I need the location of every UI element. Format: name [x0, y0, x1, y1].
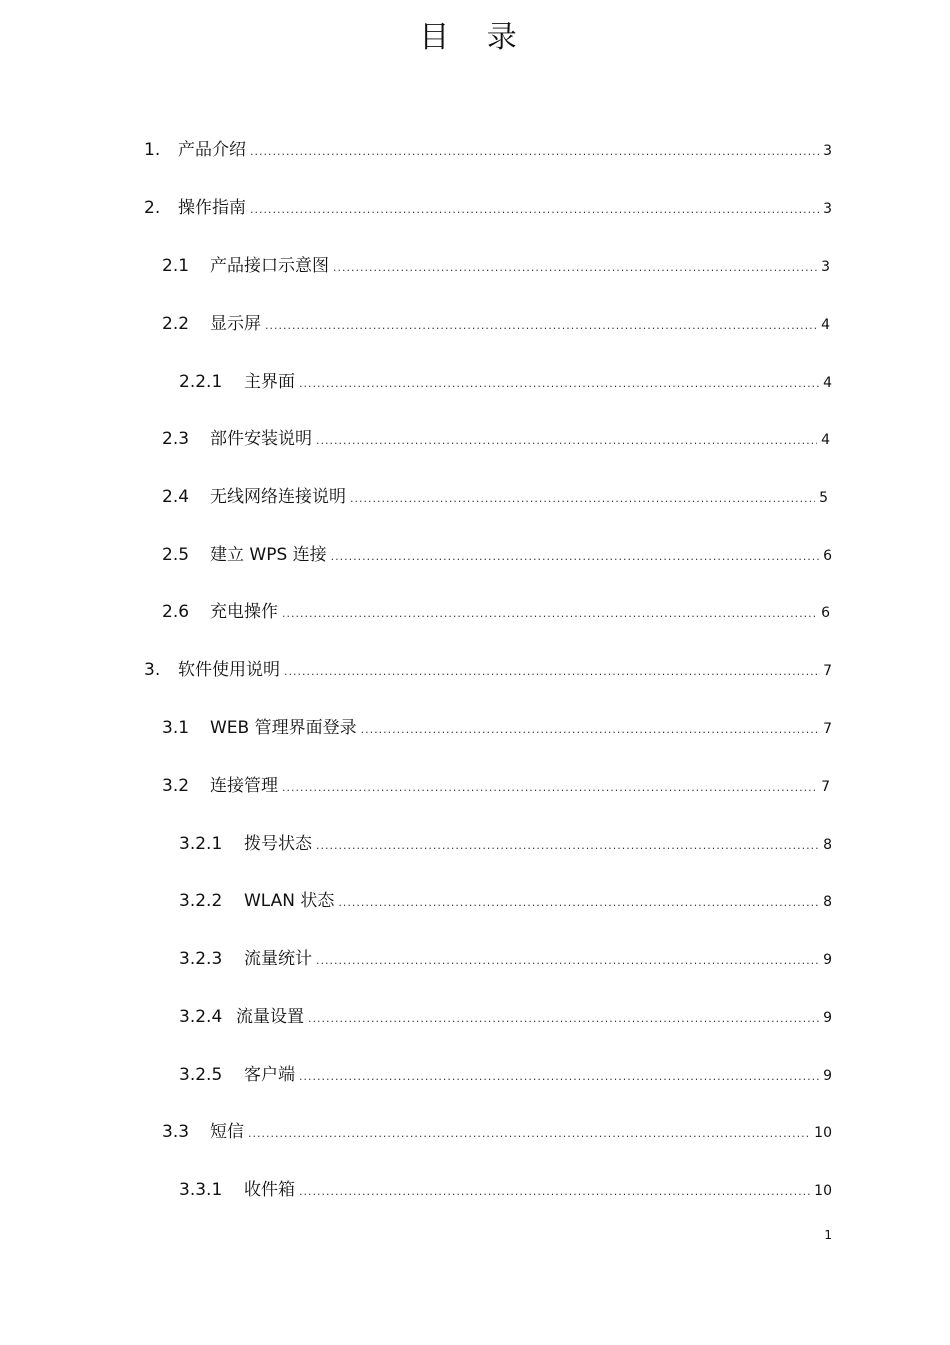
toc-entry[interactable] — [162, 717, 832, 739]
toc-entry-page: 5 — [819, 490, 828, 506]
toc-dot-leader — [250, 141, 819, 163]
toc-dot-leader — [248, 1123, 810, 1145]
toc-dot-leader — [316, 835, 819, 857]
toc-dot-leader — [308, 1008, 819, 1030]
toc-entry-number: 2. — [144, 198, 161, 218]
toc-entry-number: 2.1 — [162, 256, 190, 276]
toc-dot-leader — [282, 603, 817, 625]
toc-entry-number: 2.5 — [162, 545, 190, 565]
toc-entry-label: 无线网络连接说明 — [210, 487, 346, 507]
toc-entry-page: 9 — [823, 1010, 832, 1026]
toc-dot-leader — [350, 488, 815, 510]
toc-entry-number: 2.3 — [162, 429, 190, 449]
toc-entry-label: 建立 WPS 连接 — [210, 545, 327, 565]
toc-entry-label: WEB 管理界面登录 — [210, 718, 357, 738]
toc-entry-page: 8 — [823, 837, 832, 853]
toc-entry[interactable] — [162, 544, 832, 566]
toc-dot-leader — [299, 1181, 810, 1203]
toc-entry-label: 操作指南 — [178, 198, 246, 218]
toc-entry-number: 1. — [144, 140, 161, 160]
toc-entry-page: 9 — [823, 952, 832, 968]
toc-entry[interactable] — [162, 601, 830, 623]
toc-dot-leader — [333, 257, 817, 279]
toc-entry-page: 4 — [821, 317, 830, 333]
toc-entry-number: 3.2.5 — [179, 1065, 223, 1085]
toc-entry-label: 客户端 — [244, 1065, 295, 1085]
toc-entry-page: 10 — [814, 1125, 832, 1141]
toc-entry-label: 拨号状态 — [244, 834, 312, 854]
toc-entry-number: 3.1 — [162, 718, 190, 738]
toc-entry[interactable] — [179, 1179, 832, 1201]
toc-entry-page: 6 — [823, 548, 832, 564]
page-number: 1 — [824, 1228, 832, 1242]
toc-entry-label: 流量设置 — [236, 1007, 304, 1027]
toc-entry[interactable] — [179, 948, 832, 970]
toc-entry-number: 3.2.3 — [179, 949, 223, 969]
toc-entry[interactable] — [144, 197, 832, 219]
toc-entry[interactable] — [179, 1064, 832, 1086]
toc-entry-number: 2.2 — [162, 314, 190, 334]
toc-dot-leader — [250, 199, 819, 221]
toc-entry-page: 7 — [823, 721, 832, 737]
toc-entry[interactable] — [162, 255, 830, 277]
toc-entry[interactable] — [162, 775, 830, 797]
toc-entry-number: 3.3.1 — [179, 1180, 223, 1200]
toc-entry-page: 3 — [823, 143, 832, 159]
toc-entry[interactable] — [179, 1006, 832, 1028]
toc-entry-label: 连接管理 — [210, 776, 278, 796]
toc-entry-number: 3.2.4 — [179, 1007, 223, 1027]
toc-dot-leader — [299, 373, 819, 395]
toc-dot-leader — [338, 892, 819, 914]
toc-entry-page: 9 — [823, 1068, 832, 1084]
toc-entry-number: 3.3 — [162, 1122, 190, 1142]
page-title: 目 录 — [419, 20, 531, 55]
toc-entry[interactable] — [162, 313, 830, 335]
toc-entry[interactable] — [179, 833, 832, 855]
toc-dot-leader — [284, 661, 819, 683]
toc-dot-leader — [316, 430, 817, 452]
toc-entry-label: WLAN 状态 — [244, 891, 335, 911]
toc-entry-label: 软件使用说明 — [178, 660, 280, 680]
toc-entry[interactable] — [179, 890, 832, 912]
toc-entry-label: 产品接口示意图 — [210, 256, 329, 276]
toc-entry[interactable] — [144, 659, 832, 681]
toc-entry-label: 充电操作 — [210, 602, 278, 622]
toc-entry-number: 3. — [144, 660, 161, 680]
toc-entry-label: 主界面 — [244, 372, 295, 392]
toc-entry-number: 2.4 — [162, 487, 190, 507]
toc-entry-label: 流量统计 — [244, 949, 312, 969]
toc-entry-number: 3.2.1 — [179, 834, 223, 854]
toc-entry-label: 部件安装说明 — [210, 429, 312, 449]
toc-entry-page: 3 — [821, 259, 830, 275]
toc-entry-label: 短信 — [210, 1122, 244, 1142]
toc-entry-label: 显示屏 — [210, 314, 261, 334]
toc-dot-leader — [316, 950, 819, 972]
toc-entry[interactable] — [162, 1121, 832, 1143]
toc-dot-leader — [282, 777, 817, 799]
toc-entry-page: 7 — [821, 779, 830, 795]
toc-entry-page: 10 — [814, 1183, 832, 1199]
toc-dot-leader — [265, 315, 817, 337]
toc-entry-page: 6 — [821, 605, 830, 621]
toc-entry-label: 收件箱 — [244, 1180, 295, 1200]
toc-entry-page: 7 — [823, 663, 832, 679]
toc-dot-leader — [331, 546, 819, 568]
toc-entry-number: 2.6 — [162, 602, 190, 622]
toc-entry[interactable] — [144, 139, 832, 161]
toc-entry-label: 产品介绍 — [178, 140, 246, 160]
toc-entry[interactable] — [179, 371, 832, 393]
toc-entry-page: 4 — [821, 432, 830, 448]
toc-entry-page: 8 — [823, 894, 832, 910]
toc-entry[interactable] — [162, 486, 828, 508]
toc-entry-number: 3.2 — [162, 776, 190, 796]
toc-entry-number: 2.2.1 — [179, 372, 223, 392]
toc-dot-leader — [299, 1066, 819, 1088]
toc-dot-leader — [361, 719, 819, 741]
toc-entry[interactable] — [162, 428, 830, 450]
toc-entry-number: 3.2.2 — [179, 891, 223, 911]
toc-entry-page: 3 — [823, 201, 832, 217]
toc-entry-page: 4 — [823, 375, 832, 391]
